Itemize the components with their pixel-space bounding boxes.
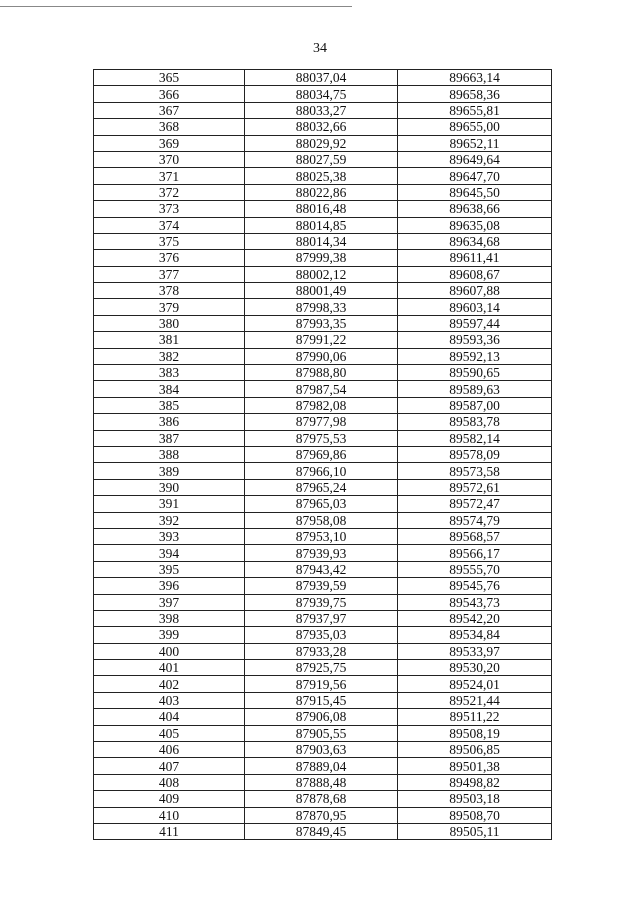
table-row [94,266,552,282]
x-coordinate-cell: 88032,66 [245,119,398,135]
table-row [94,283,552,299]
table-row [94,758,552,774]
table-row [94,397,552,413]
table-row [94,119,552,135]
table-row [94,627,552,643]
y-coordinate-cell: 89593,36 [398,332,552,348]
y-coordinate-cell: 89572,47 [398,496,552,512]
point-number-cell: 370 [94,151,245,167]
table-row [94,201,552,217]
y-coordinate-cell: 89506,85 [398,742,552,758]
x-coordinate-cell: 87870,95 [245,807,398,823]
x-coordinate-cell: 87953,10 [245,528,398,544]
y-coordinate-cell: 89568,57 [398,528,552,544]
point-number-cell: 378 [94,283,245,299]
x-coordinate-cell: 87937,97 [245,610,398,626]
x-coordinate-cell: 87943,42 [245,561,398,577]
x-coordinate-cell: 87939,93 [245,545,398,561]
x-coordinate-cell: 88014,34 [245,233,398,249]
x-coordinate-cell: 87999,38 [245,250,398,266]
x-coordinate-cell: 87888,48 [245,774,398,790]
point-number-cell: 397 [94,594,245,610]
point-number-cell: 387 [94,430,245,446]
table-row [94,676,552,692]
table-row [94,151,552,167]
point-number-cell: 391 [94,496,245,512]
y-coordinate-cell: 89597,44 [398,315,552,331]
table-row [94,561,552,577]
x-coordinate-cell: 87977,98 [245,414,398,430]
x-coordinate-cell: 87958,08 [245,512,398,528]
table-row [94,102,552,118]
y-coordinate-cell: 89607,88 [398,283,552,299]
point-number-cell: 384 [94,381,245,397]
y-coordinate-cell: 89498,82 [398,774,552,790]
point-number-cell: 368 [94,119,245,135]
y-coordinate-cell: 89503,18 [398,791,552,807]
y-coordinate-cell: 89573,58 [398,463,552,479]
table-row [94,545,552,561]
point-number-cell: 398 [94,610,245,626]
point-number-cell: 371 [94,168,245,184]
x-coordinate-cell: 87905,55 [245,725,398,741]
table-row [94,315,552,331]
x-coordinate-cell: 88029,92 [245,135,398,151]
point-number-cell: 367 [94,102,245,118]
y-coordinate-cell: 89545,76 [398,578,552,594]
y-coordinate-cell: 89611,41 [398,250,552,266]
point-number-cell: 410 [94,807,245,823]
y-coordinate-cell: 89663,14 [398,70,552,86]
point-number-cell: 375 [94,233,245,249]
x-coordinate-cell: 88025,38 [245,168,398,184]
point-number-cell: 393 [94,528,245,544]
y-coordinate-cell: 89508,19 [398,725,552,741]
point-number-cell: 389 [94,463,245,479]
table-row [94,528,552,544]
table-row [94,578,552,594]
x-coordinate-cell: 88027,59 [245,151,398,167]
table-row [94,135,552,151]
table-row [94,692,552,708]
x-coordinate-cell: 87993,35 [245,315,398,331]
y-coordinate-cell: 89608,67 [398,266,552,282]
x-coordinate-cell: 87988,80 [245,365,398,381]
point-number-cell: 379 [94,299,245,315]
point-number-cell: 380 [94,315,245,331]
point-number-cell: 396 [94,578,245,594]
table-row [94,496,552,512]
table-row [94,299,552,315]
table-row [94,184,552,200]
x-coordinate-cell: 87915,45 [245,692,398,708]
y-coordinate-cell: 89655,81 [398,102,552,118]
point-number-cell: 385 [94,397,245,413]
y-coordinate-cell: 89542,20 [398,610,552,626]
table-row [94,168,552,184]
table-row [94,250,552,266]
table-row [94,725,552,741]
x-coordinate-cell: 88002,12 [245,266,398,282]
x-coordinate-cell: 87903,63 [245,742,398,758]
x-coordinate-cell: 88034,75 [245,86,398,102]
x-coordinate-cell: 87991,22 [245,332,398,348]
x-coordinate-cell: 87939,75 [245,594,398,610]
point-number-cell: 388 [94,446,245,462]
table-row [94,86,552,102]
point-number-cell: 382 [94,348,245,364]
x-coordinate-cell: 87849,45 [245,823,398,839]
x-coordinate-cell: 87889,04 [245,758,398,774]
y-coordinate-cell: 89578,09 [398,446,552,462]
point-number-cell: 411 [94,823,245,839]
y-coordinate-cell: 89534,84 [398,627,552,643]
table-row [94,332,552,348]
y-coordinate-cell: 89649,64 [398,151,552,167]
y-coordinate-cell: 89652,11 [398,135,552,151]
y-coordinate-cell: 89583,78 [398,414,552,430]
y-coordinate-cell: 89655,00 [398,119,552,135]
x-coordinate-cell: 87982,08 [245,397,398,413]
x-coordinate-cell: 87990,06 [245,348,398,364]
point-number-cell: 372 [94,184,245,200]
x-coordinate-cell: 87935,03 [245,627,398,643]
y-coordinate-cell: 89530,20 [398,660,552,676]
y-coordinate-cell: 89524,01 [398,676,552,692]
x-coordinate-cell: 87987,54 [245,381,398,397]
point-number-cell: 373 [94,201,245,217]
table-row [94,348,552,364]
y-coordinate-cell: 89508,70 [398,807,552,823]
table-row [94,430,552,446]
point-number-cell: 369 [94,135,245,151]
x-coordinate-cell: 87975,53 [245,430,398,446]
point-number-cell: 399 [94,627,245,643]
table-row [94,742,552,758]
x-coordinate-cell: 87998,33 [245,299,398,315]
y-coordinate-cell: 89533,97 [398,643,552,659]
y-coordinate-cell: 89589,63 [398,381,552,397]
point-number-cell: 392 [94,512,245,528]
table-row [94,233,552,249]
y-coordinate-cell: 89603,14 [398,299,552,315]
table-row [94,807,552,823]
point-number-cell: 400 [94,643,245,659]
table-row [94,774,552,790]
point-number-cell: 409 [94,791,245,807]
point-number-cell: 408 [94,774,245,790]
x-coordinate-cell: 88037,04 [245,70,398,86]
table-row [94,709,552,725]
table-row [94,217,552,233]
y-coordinate-cell: 89592,13 [398,348,552,364]
table-row [94,823,552,839]
x-coordinate-cell: 87939,59 [245,578,398,594]
point-number-cell: 366 [94,86,245,102]
table-row [94,365,552,381]
point-number-cell: 390 [94,479,245,495]
table-row [94,479,552,495]
y-coordinate-cell: 89587,00 [398,397,552,413]
y-coordinate-cell: 89555,70 [398,561,552,577]
point-number-cell: 374 [94,217,245,233]
x-coordinate-cell: 87919,56 [245,676,398,692]
y-coordinate-cell: 89572,61 [398,479,552,495]
x-coordinate-cell: 88033,27 [245,102,398,118]
table-row [94,512,552,528]
point-number-cell: 386 [94,414,245,430]
table-row [94,660,552,676]
point-number-cell: 402 [94,676,245,692]
point-number-cell: 405 [94,725,245,741]
y-coordinate-cell: 89635,08 [398,217,552,233]
point-number-cell: 407 [94,758,245,774]
y-coordinate-cell: 89582,14 [398,430,552,446]
table-row [94,381,552,397]
table-row [94,643,552,659]
x-coordinate-cell: 87966,10 [245,463,398,479]
table-row [94,70,552,86]
point-number-cell: 377 [94,266,245,282]
y-coordinate-cell: 89658,36 [398,86,552,102]
point-number-cell: 401 [94,660,245,676]
point-number-cell: 394 [94,545,245,561]
y-coordinate-cell: 89647,70 [398,168,552,184]
point-number-cell: 406 [94,742,245,758]
y-coordinate-cell: 89521,44 [398,692,552,708]
table-row [94,594,552,610]
x-coordinate-cell: 88014,85 [245,217,398,233]
point-number-cell: 381 [94,332,245,348]
x-coordinate-cell: 87965,03 [245,496,398,512]
y-coordinate-cell: 89543,73 [398,594,552,610]
y-coordinate-cell: 89511,22 [398,709,552,725]
point-number-cell: 395 [94,561,245,577]
y-coordinate-cell: 89566,17 [398,545,552,561]
point-number-cell: 376 [94,250,245,266]
coordinates-table [93,69,552,840]
x-coordinate-cell: 88001,49 [245,283,398,299]
coordinates-table-body [94,70,552,840]
x-coordinate-cell: 87906,08 [245,709,398,725]
x-coordinate-cell: 87878,68 [245,791,398,807]
scan-edge-line [0,6,352,7]
y-coordinate-cell: 89638,66 [398,201,552,217]
point-number-cell: 404 [94,709,245,725]
x-coordinate-cell: 87965,24 [245,479,398,495]
table-row [94,446,552,462]
x-coordinate-cell: 87925,75 [245,660,398,676]
point-number-cell: 403 [94,692,245,708]
point-number-cell: 383 [94,365,245,381]
y-coordinate-cell: 89574,79 [398,512,552,528]
x-coordinate-cell: 87933,28 [245,643,398,659]
table-row [94,610,552,626]
point-number-cell: 365 [94,70,245,86]
x-coordinate-cell: 88016,48 [245,201,398,217]
y-coordinate-cell: 89501,38 [398,758,552,774]
y-coordinate-cell: 89590,65 [398,365,552,381]
table-row [94,463,552,479]
table-row [94,791,552,807]
x-coordinate-cell: 88022,86 [245,184,398,200]
y-coordinate-cell: 89634,68 [398,233,552,249]
page-number: 34 [313,41,327,56]
table-row [94,414,552,430]
y-coordinate-cell: 89645,50 [398,184,552,200]
y-coordinate-cell: 89505,11 [398,823,552,839]
x-coordinate-cell: 87969,86 [245,446,398,462]
